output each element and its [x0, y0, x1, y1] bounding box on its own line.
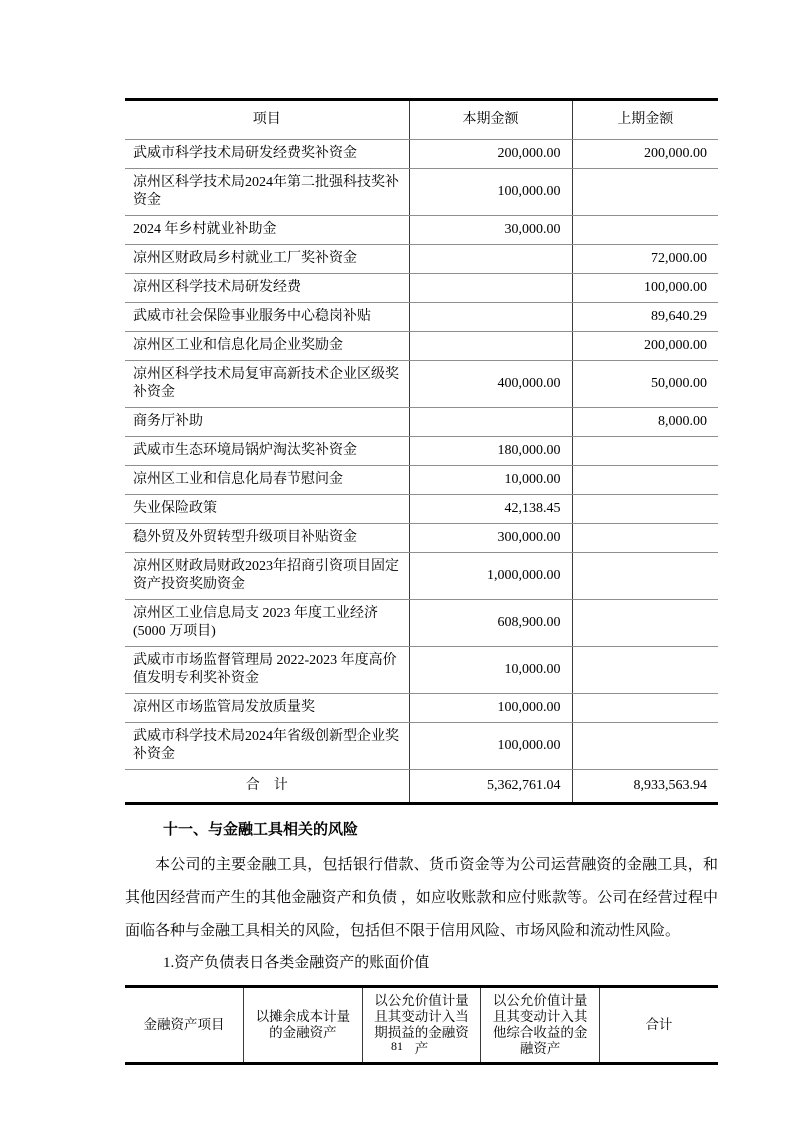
table-row — [125, 303, 718, 332]
fin-column-header-total: 合计 — [599, 987, 718, 1064]
prior-amount-cell: 89,640.29 — [572, 303, 718, 332]
table-row — [125, 495, 718, 524]
current-amount-cell: 200,000.00 — [409, 140, 572, 169]
current-amount-cell: 300,000.00 — [409, 524, 572, 553]
prior-amount-cell — [572, 216, 718, 245]
current-amount-cell — [409, 408, 572, 437]
table-row — [125, 274, 718, 303]
item-cell: 武威市生态环境局锅炉淘汰奖补资金 — [125, 437, 409, 466]
current-amount-cell: 608,900.00 — [409, 600, 572, 647]
item-cell: 武威市市场监督管理局 2022-2023 年度高价值发明专利奖补资金 — [125, 647, 409, 694]
fin-column-header-fvtpl: 以公允价值计量且其变动计入当期损益的金融资产 — [362, 987, 481, 1064]
prior-amount-cell — [572, 466, 718, 495]
total-row — [125, 770, 718, 804]
current-amount-cell — [409, 245, 572, 274]
prior-amount-cell — [572, 694, 718, 723]
item-cell: 稳外贸及外贸转型升级项目补贴资金 — [125, 524, 409, 553]
subsidy-table-body — [125, 140, 718, 770]
total-label: 合 计 — [245, 778, 288, 793]
item-cell: 凉州区工业信息局支 2023 年度工业经济(5000 万项目) — [125, 600, 409, 647]
section-heading: 十一、与金融工具相关的风险 — [163, 822, 359, 838]
current-amount-cell: 10,000.00 — [409, 647, 572, 694]
prior-amount-cell — [572, 600, 718, 647]
item-cell: 凉州区财政局财政2023年招商引资项目固定资产投资奖励资金 — [125, 553, 409, 600]
table-row — [125, 553, 718, 600]
item-cell: 凉州区科学技术局复审高新技术企业区级奖补资金 — [125, 361, 409, 408]
fin-column-header-item: 金融资产项目 — [143, 1017, 225, 1032]
prior-amount-cell — [572, 553, 718, 600]
fin-column-header-amortized-cost: 以摊余成本计量的金融资产 — [244, 987, 363, 1064]
item-cell: 商务厅补助 — [125, 408, 409, 437]
total-current-amount: 5,362,761.04 — [409, 770, 572, 804]
table-row — [125, 332, 718, 361]
subsidy-table-header-row — [125, 100, 718, 140]
column-header-item: 项目 — [125, 100, 409, 140]
item-cell: 失业保险政策 — [125, 495, 409, 524]
table-row — [125, 466, 718, 495]
prior-amount-cell: 200,000.00 — [572, 140, 718, 169]
prior-amount-cell: 200,000.00 — [572, 332, 718, 361]
page-number: 81 — [391, 1039, 403, 1053]
current-amount-cell — [409, 303, 572, 332]
item-cell: 2024 年乡村就业补助金 — [125, 216, 409, 245]
prior-amount-cell: 100,000.00 — [572, 274, 718, 303]
current-amount-cell — [409, 274, 572, 303]
current-amount-cell: 42,138.45 — [409, 495, 572, 524]
current-amount-cell: 100,000.00 — [409, 694, 572, 723]
column-header-current-amount: 本期金额 — [409, 100, 572, 140]
fin-column-header-fvoci: 以公允价值计量且其变动计入其他综合收益的金融资产 — [481, 987, 600, 1064]
table-row — [125, 169, 718, 216]
item-cell: 武威市科学技术局2024年省级创新型企业奖补资金 — [125, 723, 409, 770]
total-prior-amount: 8,933,563.94 — [572, 770, 718, 804]
prior-amount-cell — [572, 495, 718, 524]
table-row — [125, 216, 718, 245]
prior-amount-cell: 72,000.00 — [572, 245, 718, 274]
item-cell: 武威市社会保险事业服务中心稳岗补贴 — [125, 303, 409, 332]
subsidy-table — [125, 98, 718, 805]
table-row — [125, 140, 718, 169]
current-amount-cell: 100,000.00 — [409, 169, 572, 216]
body-paragraph: 本公司的主要金融工具，包括银行借款、货币资金等为公司运营融资的金融工具，和其他因经营而产生的其他金融资产和负债 ，如应收账款和应付账款等。公司在经营过程中面临各种与金融工具相关的风险，包括但不限于信用风险、市场风险和流动性风险。 — [125, 857, 718, 939]
current-amount-cell: 30,000.00 — [409, 216, 572, 245]
column-header-prior-amount: 上期金额 — [572, 100, 718, 140]
subsection-title: 1.资产负债表日各类金融资产的账面价值 — [163, 955, 430, 971]
page-content — [125, 98, 718, 1065]
item-cell: 凉州区工业和信息化局企业奖励金 — [125, 332, 409, 361]
current-amount-cell: 180,000.00 — [409, 437, 572, 466]
prior-amount-cell — [572, 169, 718, 216]
prior-amount-cell — [572, 437, 718, 466]
table-row — [125, 600, 718, 647]
table-row — [125, 408, 718, 437]
item-cell: 凉州区市场监管局发放质量奖 — [125, 694, 409, 723]
current-amount-cell: 100,000.00 — [409, 723, 572, 770]
prior-amount-cell — [572, 647, 718, 694]
table-row — [125, 245, 718, 274]
current-amount-cell: 10,000.00 — [409, 466, 572, 495]
prior-amount-cell — [572, 524, 718, 553]
current-amount-cell — [409, 332, 572, 361]
table-row — [125, 723, 718, 770]
item-cell: 凉州区科学技术局研发经费 — [125, 274, 409, 303]
current-amount-cell: 400,000.00 — [409, 361, 572, 408]
item-cell: 凉州区财政局乡村就业工厂奖补资金 — [125, 245, 409, 274]
table-row — [125, 524, 718, 553]
prior-amount-cell — [572, 723, 718, 770]
table-row — [125, 361, 718, 408]
item-cell: 武威市科学技术局研发经费奖补资金 — [125, 140, 409, 169]
current-amount-cell: 1,000,000.00 — [409, 553, 572, 600]
item-cell: 凉州区科学技术局2024年第二批强科技奖补资金 — [125, 169, 409, 216]
table-row — [125, 694, 718, 723]
prior-amount-cell: 8,000.00 — [572, 408, 718, 437]
table-row — [125, 437, 718, 466]
prior-amount-cell: 50,000.00 — [572, 361, 718, 408]
table-row — [125, 647, 718, 694]
item-cell: 凉州区工业和信息化局春节慰问金 — [125, 466, 409, 495]
